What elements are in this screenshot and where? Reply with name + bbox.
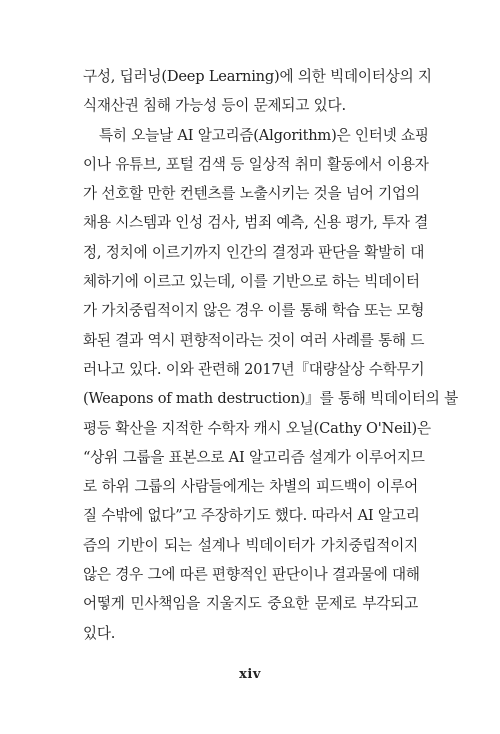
text-line: 식재산권 침해 가능성 등이 문제되고 있다. [83,97,346,115]
body-text [83,62,459,648]
text-line: 가 가치중립적이지 않은 경우 이를 통해 학습 또는 모형 [83,302,425,320]
text-line: 이나 유튜브, 포털 검색 등 일상적 취미 활동에서 이용자 [83,155,429,173]
text-line: 채용 시스템과 인성 검사, 범죄 예측, 신용 평가, 투자 결 [83,214,429,232]
text-line: 어떻게 민사책임을 지울지도 중요한 문제로 부각되고 [83,595,418,613]
text-line: 즘의 기반이 되는 설계나 빅데이터가 가치중립적이지 [83,536,418,554]
text-line: 체하기에 이르고 있는데, 이를 기반으로 하는 빅데이터 [83,273,420,291]
paragraph-1 [83,62,432,121]
text-line: (Weapons of math destruction)』를 통해 빅데이터의 불 [83,390,459,408]
text-line: 러나고 있다. 이와 관련해 2017년『대량살상 수학무기 [83,360,425,378]
text-line: 가 선호할 만한 컨텐츠를 노출시키는 것을 넘어 기업의 [83,185,420,203]
text-line: 평등 확산을 지적한 수학자 캐시 오닐(Cathy O'Neil)은 [83,419,431,437]
text-line: 질 수밖에 없다”고 주장하기도 했다. 따라서 AI 알고리 [83,507,420,525]
text-line: 구성, 딥러닝(Deep Learning)에 의한 빅데이터상의 지 [83,68,432,85]
text-line: 있다. [83,624,116,642]
text-line: “상위 그룹을 표본으로 AI 알고리즘 설계가 이루어지므 [83,448,425,466]
text-line: 않은 경우 그에 따른 편향적인 판단이나 결과물에 대해 [83,566,420,584]
page-number: xiv [239,667,261,682]
text-line: 정, 정치에 이르기까지 인간의 결정과 판단을 확발히 대 [83,243,425,261]
text-line: 화된 결과 역시 편향적이라는 것이 여러 사례를 통해 드 [83,331,425,349]
text-line: 로 하위 그룹의 사람들에게는 차별의 피드백이 이루어 [83,478,418,496]
text-line: 특히 오늘날 AI 알고리즘(Algorithm)은 인터넷 쇼핑 [99,126,429,144]
paragraph-2 [83,121,459,648]
